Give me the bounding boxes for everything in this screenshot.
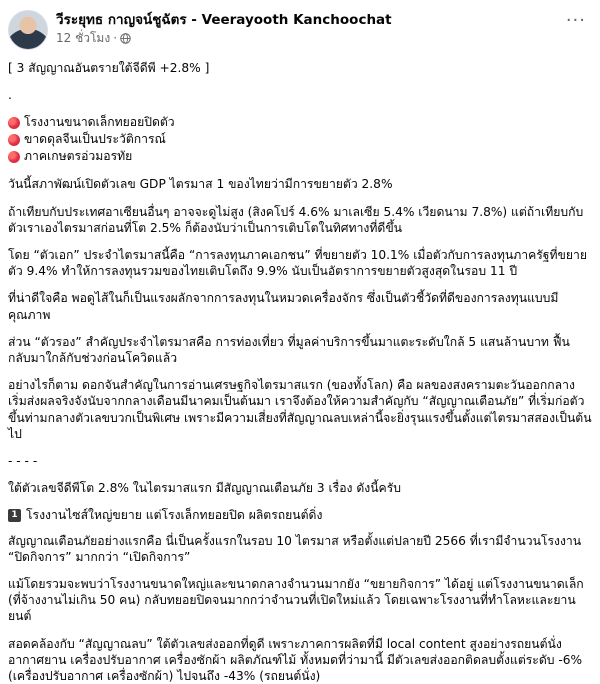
section-heading (8, 507, 592, 523)
bullet-text: โรงงานขนาดเล็กทยอยปิดตัว (24, 115, 175, 130)
paragraph: ที่น่าดีใจคือ พอดูไส้ในก็เป็นแรงผลักจากการลงทุนในหมวดเครื่องจักร ซึ่งเป็นตัวชี้วัดที่ดีของการลงทุนแบบมีคุณภาพ (8, 291, 559, 322)
divider-text: - - - - (8, 454, 38, 469)
post-title: [ 3 สัญญาณอันตรายใต้จีดีพี +2.8% ] (8, 61, 210, 75)
paragraph: แม้โดยรวมจะพบว่าโรงงานขนาดใหญ่และขนาดกลางจำนวนมากยัง “ขยายกิจการ” ได้อยู่ แต่โรงงานขนาดเล็ก (ที่จ้างงานไม่เกิน 50 คน) กลับทยอยปิดจนมากกว่าจำนวนที่เปิดใหม่แล้ว โดยเฉพาะโรงงานที่ทำโลหะและยานยนต์ (8, 577, 584, 624)
paragraph: สัญญาณเตือนภัยอย่างแรกคือ นี่เป็นครั้งแรกในรอบ 10 ไตรมาส หรือตั้งแต่ปลายปี 2566 ที่เรามีจำนวนโรงงาน “ปิดกิจการ” มากกว่า “เปิดกิจการ” (8, 533, 582, 564)
paragraph: วันนี้สภาพัฒน์เปิดตัวเลข GDP ไตรมาส 1 ของไทยว่ามีการขยายตัว 2.8% (8, 177, 393, 192)
meta-separator: · (113, 31, 118, 45)
paragraph: สอดคล้องกับ “สัญญาณลบ” ใต้ตัวเลขส่งออกที่ดูดี เพราะภาคการผลิตที่มี local content สูงอย่างรถยนต์นั่ง อากาศยาน เครื่องปรับอากาศ เครื่องซักผ้า ผลิตภัณฑ์ไม้ ทั้งหมดที่ว่ามานี้ มีตัวเลขส่งออกติดลบตั้งแต่ระดับ -6% (เครื่องปรับอากาศ เครื่องซักผ้า) ไปจนถึง -43% (รถยนต์นั่ง) (8, 636, 583, 684)
paragraph: อย่างไรก็ตาม ดอกจันสำคัญในการอ่านเศรษฐกิจไตรมาสแรก (ของทั้งโลก) คือ ผลของสงครามตะวันออกกลางเริ่มส่งผลจริงจังนับจากกลางเดือนมีนาคมเป็นต้นมา เราจึงต้องให้ความสำคัญกับ “สัญญาณเตือนภัย” ที่เริ่มก่อตัวขึ้นท่ามกลางตัวเลขบวกเป็นพิเศษ เพราะมีความเสี่ยงที่สัญญาณลบเหล่านี้จะยิ่งรุนแรงขึ้นตั้งแต่ไตรมาสสองเป็นต้นไป (8, 378, 592, 441)
paragraph: โดย “ตัวเอก” ประจำไตรมาสนี้คือ “การลงทุนภาคเอกชน” ที่ขยายตัว 10.1% เมื่อตัวกับการลงทุนภาครัฐที่ขยายตัว 9.4% ทำให้การลงทุนรวมของไทยเติบโตถึง 9.9% นับเป็นอัตราการขยายตัวสูงสุดในรอบ 11 ปี (8, 248, 588, 279)
keycap-number-icon: 1 (8, 509, 21, 522)
paragraph: ใต้ตัวเลขจีดีพีโต 2.8% ในไตรมาสแรก มีสัญญาณเตือนภัย 3 เรื่อง ดังนี้ครับ (8, 481, 401, 496)
red-circle-icon (8, 134, 20, 146)
post-subline (56, 30, 392, 46)
author-avatar[interactable] (8, 10, 48, 50)
bullet-item (8, 131, 592, 148)
paragraph: ถ้าเทียบกับประเทศอาเซียนอื่นๆ อาจจะดูไม่สูง (สิงคโปร์ 4.6% มาเลเซีย 5.4% เวียดนาม 7.8%) แต่ถ้าเทียบกับตัวเราเองไตรมาสก่อนที่โต 2.5% ก็ต้องนับว่าเป็นการเติบโตในทิศทางที่ดีขึ้น (8, 204, 584, 235)
post-header (8, 10, 592, 54)
paragraph: ส่วน “ตัวรอง” สำคัญประจำไตรมาสคือ การท่องเที่ยว ที่มูลค่าบริการขึ้นมาแตะระดับใกล้ 5 แสนล้านบาท ฟื้นกลับมาใกล้กับช่วงก่อนโควิดแล้ว (8, 334, 570, 366)
post-body (8, 60, 592, 684)
red-circle-icon (8, 151, 20, 163)
post-meta (56, 10, 392, 46)
dot-line: . (8, 88, 12, 103)
globe-icon[interactable] (120, 33, 131, 44)
post-timestamp[interactable]: 12 ชั่วโมง (56, 31, 111, 45)
bullet-item (8, 114, 592, 131)
more-options-button[interactable]: ··· (565, 10, 586, 31)
red-circle-icon (8, 117, 20, 129)
author-name[interactable]: วีระยุทธ กาญจน์ชูฉัตร - Veerayooth Kanchoochat (56, 12, 392, 28)
section-heading-text: โรงงานไซส์ใหญ่ขยาย แต่โรงเล็กทยอยปิด ผลิตรถยนต์ดิ่ง (26, 508, 323, 523)
bullet-text: ภาคเกษตรอ่วมอรทัย (24, 149, 133, 164)
bullet-item (8, 148, 592, 165)
bullet-text: ขาดดุลจีนเป็นประวัติการณ์ (24, 132, 166, 147)
